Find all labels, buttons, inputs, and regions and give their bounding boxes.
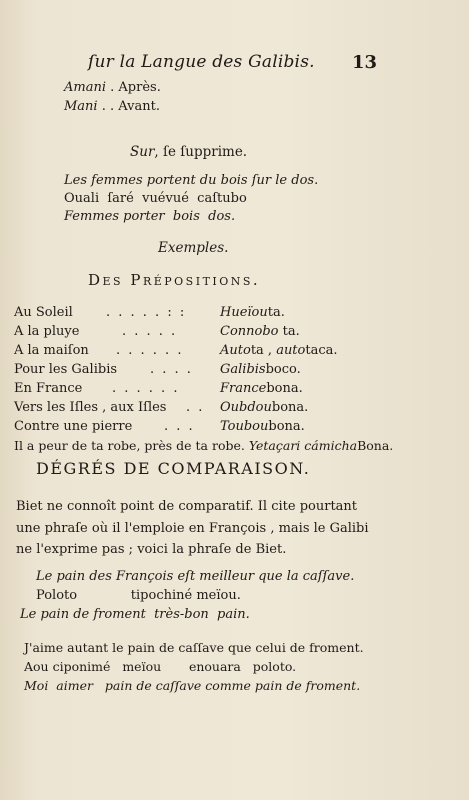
prep-galibi-suffix: ta. — [278, 324, 300, 339]
prep-galibi-suffix: ta , — [250, 343, 277, 358]
example1-french: Les femmes portent du bois ſur le dos. — [64, 173, 319, 188]
sur-word: Sur — [130, 144, 155, 160]
prep-galibi: Yetaçari cámicha — [248, 438, 358, 453]
prep-dots: . . . . . : : — [106, 305, 187, 320]
prep-dots: . . . . . . — [116, 343, 184, 358]
example3-literal: Moi aimer pain de caſſave comme pain de froment. — [24, 678, 361, 693]
exemples-label: Exemples. — [158, 240, 229, 256]
prep-galibi: Auto — [220, 343, 251, 358]
prep-french: Il a peur de ta robe, près de ta robe. — [14, 438, 245, 453]
prep-french: Vers les Iſles , aux Iſles — [14, 400, 167, 415]
example3-galibi: Aou ciponimé meïou enouara poloto. — [24, 659, 297, 674]
prep-french: Au Soleil — [14, 305, 73, 320]
vocab-word: Mani — [64, 99, 98, 114]
example2-galibi: Poloto tipochiné meïou. — [36, 588, 241, 603]
vocab-gloss: . Après. — [110, 80, 161, 95]
prep-french: Contre une pierre — [14, 419, 133, 434]
preposition-row-last — [14, 426, 394, 453]
prep-dots: . . . . — [150, 362, 193, 377]
prep-galibi: Oubdou — [220, 400, 272, 415]
example1-galibi: Ouali ſaré vuévué caſtubo — [64, 191, 247, 206]
paragraph-line: ne l'exprime pas ; voici la phraſe de Biet. — [16, 542, 287, 557]
prep-galibi: Hueïou — [220, 305, 268, 320]
prep-dots: . . . — [164, 419, 195, 434]
prep-galibi-suffix: bona. — [268, 419, 305, 434]
sur-line — [130, 144, 247, 160]
prep-galibi-suffix: Bona. — [357, 438, 394, 453]
prepositions-heading: Des Prépositions. — [88, 271, 261, 289]
example3-french: J'aime autant le pain de caſſave que celui de froment. — [24, 640, 364, 655]
paragraph-line: une phraſe où il l'emploie en François , mais le Galibi — [16, 520, 369, 536]
vocab-gloss: . . Avant. — [101, 99, 160, 114]
prep-french: A la maiſon — [14, 343, 89, 358]
comparison-heading: DÉGRÉS DE COMPARAISON. — [36, 459, 311, 478]
page-number: 13 — [352, 52, 378, 73]
prep-dots: . . . . . . — [112, 381, 180, 396]
prep-galibi-suffix: ta. — [267, 305, 285, 320]
prep-galibi: France — [220, 381, 267, 396]
prep-french: En France — [14, 381, 83, 396]
vocab-word: Amani — [64, 80, 106, 95]
comparison-paragraph — [16, 496, 436, 561]
prep-dots: . . . . . — [122, 324, 178, 339]
example2-literal: Le pain de froment très-bon pain. — [20, 607, 250, 622]
example2-french: Le pain des François eſt meilleur que la caſſave. — [36, 569, 355, 584]
prep-french: A la pluye — [14, 324, 80, 339]
prep-galibi: Galibis — [220, 362, 266, 377]
sur-text: , ſe ſupprime. — [154, 144, 248, 160]
example1-literal: Femmes porter bois dos. — [64, 209, 236, 224]
prep-galibi: Toubou — [220, 419, 269, 434]
prep-dots: . . — [186, 400, 205, 415]
prep-galibi-alt: auto — [276, 343, 306, 358]
prep-galibi-suffix: bona. — [266, 381, 303, 396]
vocab-entry — [64, 80, 161, 95]
prep-galibi: Connobo — [220, 324, 279, 339]
prep-galibi-alt-suffix: taca. — [305, 343, 338, 358]
paragraph-line: Biet ne connoît point de comparatif. Il cite pourtant — [16, 499, 358, 514]
page-header — [0, 52, 469, 78]
vocab-entry — [64, 99, 160, 114]
prep-galibi-suffix: bona. — [271, 400, 309, 415]
prep-galibi-suffix: boco. — [265, 362, 301, 377]
running-title: ſur la Langue des Galibis. — [88, 52, 315, 72]
prep-french: Pour les Galibis — [14, 362, 118, 377]
